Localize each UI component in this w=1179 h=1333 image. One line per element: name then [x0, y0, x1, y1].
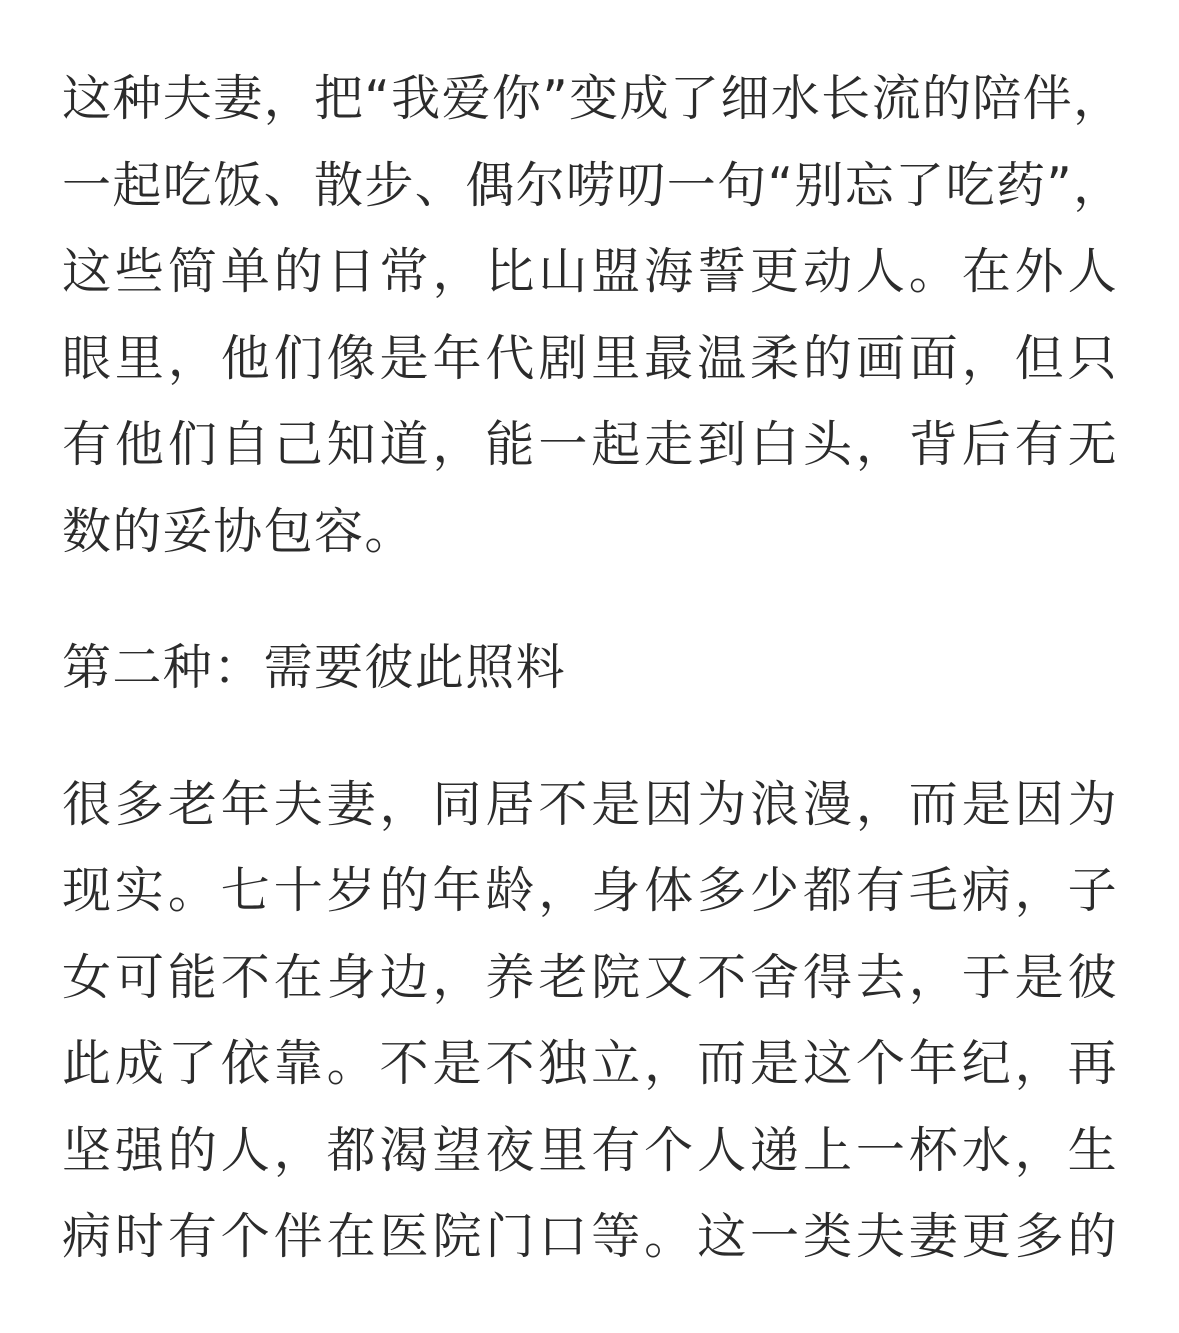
paragraph-line: 这些简单的日常，比山盟海誓更动人。在外人	[62, 243, 1118, 300]
section-heading: 第二种：需要彼此照料	[62, 639, 567, 696]
paragraph-line: 现实。七十岁的年龄，身体多少都有毛病，子	[62, 862, 1118, 919]
paragraph	[62, 762, 1118, 1281]
paragraph-line: 坚强的人，都渴望夜里有个人递上一杯水，生	[62, 1121, 1118, 1179]
paragraph	[62, 56, 1124, 575]
paragraph-line: 女可能不在身边，养老院又不舍得去，于是彼	[62, 948, 1118, 1006]
paragraph-line: 数的妥协包容。	[62, 502, 415, 560]
paragraph-line: 这种夫妻，把“我爱你”变成了细水长流的陪伴，	[62, 70, 1124, 127]
paragraph-line: 一起吃饭、散步、偶尔唠叨一句“别忘了吃药”，	[62, 156, 1124, 214]
paragraph-line: 很多老年夫妻，同居不是因为浪漫，而是因为	[62, 775, 1118, 833]
paragraph-line: 眼里，他们像是年代剧里最温柔的画面，但只	[62, 329, 1118, 387]
paragraph-line: 此成了依靠。不是不独立，而是这个年纪，再	[62, 1035, 1118, 1092]
paragraph-line: 病时有个伴在医院门口等。这一类夫妻更多的	[62, 1208, 1118, 1265]
article-body	[62, 56, 1124, 1331]
paragraph-line: 有他们自己知道，能一起走到白头，背后有无	[62, 416, 1118, 473]
